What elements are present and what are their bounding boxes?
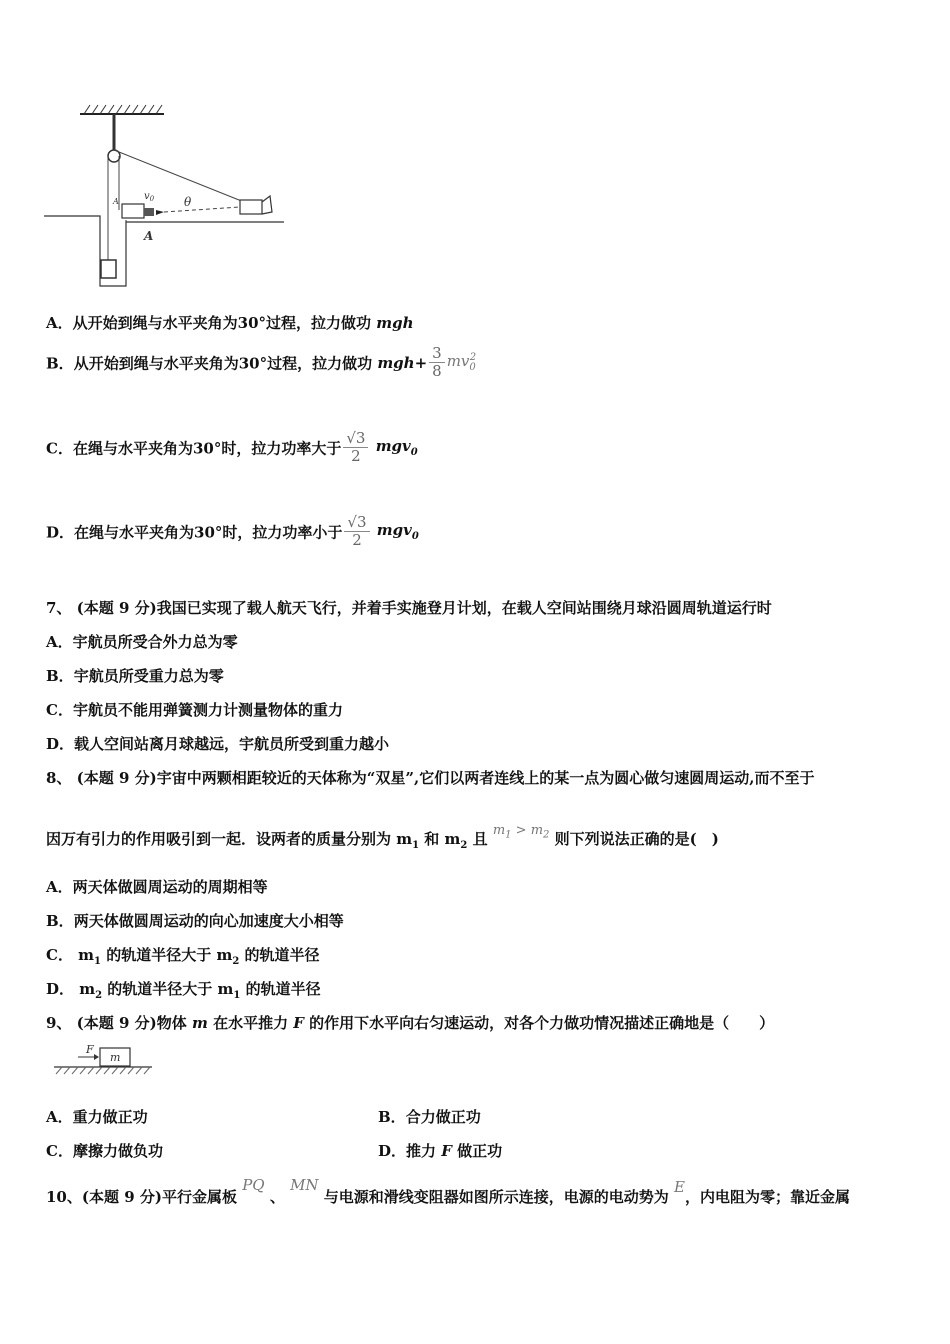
q6-option-a[interactable]: A．从开始到绳与水平夹角为30°过程，拉力做功 mgh [46,314,414,332]
mass-condition: $m_1 > m_2$ [492,823,550,841]
pulley-figure [44,100,284,290]
q8-stem-line2: 因万有引力的作用吸引到一起．设两者的质量分别为 $m_1$ 和 $m_2$ 且 $m_1 > m_2$ 则下列说法正确的是( ) [46,823,719,851]
plate-PQ: PQ [242,1176,265,1194]
q8-option-a[interactable]: A．两天体做圆周运动的周期相等 [46,878,268,896]
point-A-label: A [144,229,154,243]
q8-option-c[interactable]: C． $m_1$ 的轨道半径大于 $m_2$ 的轨道半径 [46,946,320,967]
q6-option-c[interactable]: C．在绳与水平夹角为30°时，拉力功率大于 $\frac{√3}{2}$ mgv$_0$ [46,429,418,466]
q10-stem: 10、(本题 9 分)平行金属板 PQ 、 MN 与电源和滑线变阻器如图所示连接，电源的电动势为 E，内电阻为零；靠近金属 [46,1176,850,1206]
q9-option-d[interactable]: D．推力 F 做正功 [378,1142,503,1160]
q8-option-b[interactable]: B．两天体做圆周运动的向心加速度大小相等 [46,912,344,930]
svg-text:F: F [86,1043,94,1056]
q9-option-c[interactable]: C．摩擦力做负功 [46,1142,163,1160]
point-A-small: A [113,197,119,206]
theta-label: θ [184,195,192,209]
v0-label: $v_0$ [144,191,155,203]
q6-option-b[interactable]: B．从开始到绳与水平夹角为30°过程，拉力做功 mgh+ $\frac{3}{8}$ $mv_0^2$ [46,344,477,381]
q7-stem: 7、 (本题 9 分)我国已实现了载人航天飞行，并着手实施登月计划，在载人空间站围绕月球沿圆周轨道运行时 [46,599,772,617]
q9-option-a[interactable]: A．重力做正功 [46,1108,148,1126]
emf-E: E [674,1178,685,1196]
cart-right [240,200,262,214]
cart-left [122,204,144,218]
fraction-sqrt3-2: $\frac{√3}{2}$ [344,514,369,550]
q7-option-d[interactable]: D．载人空间站离月球越远，宇航员所受到重力越小 [46,735,390,753]
fraction-3-8: $\frac{3}{8}$ [429,345,445,381]
plate-MN: MN [290,1176,319,1194]
block-on-floor-figure [50,1042,160,1082]
q6-option-d[interactable]: D．在绳与水平夹角为30°时，拉力功率小于 $\frac{√3}{2}$ mgv$_0$ [46,513,419,550]
q8-option-d[interactable]: D． $m_2$ 的轨道半径大于 $m_1$ 的轨道半径 [46,980,321,1001]
svg-text:m: m [110,1051,121,1064]
hanging-block [101,260,116,278]
q7-option-b[interactable]: B．宇航员所受重力总为零 [46,667,224,685]
q8-stem-line1: 8、 (本题 9 分)宇宙中两颗相距较近的天体称为“双星”,它们以两者连线上的某一点为圆心做匀速圆周运动,而不至于 [46,769,815,787]
q7-option-a[interactable]: A．宇航员所受合外力总为零 [46,633,238,651]
q9-stem: 9、 (本题 9 分)物体 m 在水平推力 F 的作用下水平向右匀速运动，对各个力做功情况描述正确地是（ ） [46,1014,775,1032]
q7-option-c[interactable]: C．宇航员不能用弹簧测力计测量物体的重力 [46,701,343,719]
q9-option-b[interactable]: B．合力做正功 [378,1108,481,1126]
fraction-sqrt3-2: $\frac{√3}{2}$ [343,430,368,466]
